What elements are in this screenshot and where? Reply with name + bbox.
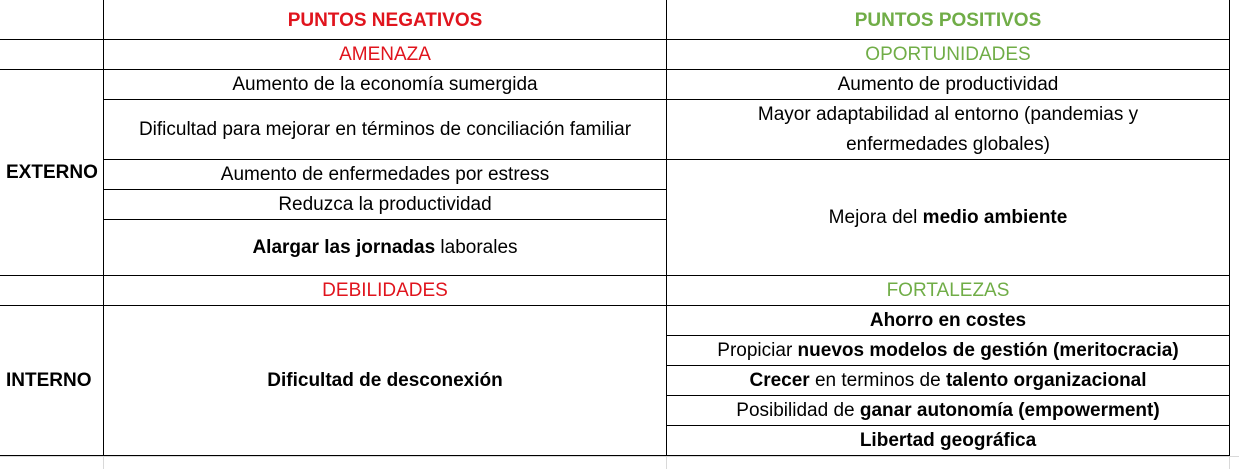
weakness-item: Dificultad de desconexión [267, 369, 503, 391]
strength-text: en terminos de [809, 369, 946, 391]
externo-label: EXTERNO [6, 161, 98, 183]
strength-bold-text: talento organizacional [945, 369, 1147, 391]
strengths-title: FORTALEZAS [886, 279, 1010, 301]
opportunity-text: Mejora del [828, 206, 923, 228]
opportunity-line: Mayor adaptabilidad al entorno (pandemias y [757, 103, 1139, 125]
grid-line [0, 456, 1239, 457]
border [0, 455, 1229, 456]
threat-item [104, 220, 666, 275]
threat-item: Aumento de enfermedades por estress [220, 163, 550, 185]
strength-bold-text: Crecer [749, 369, 810, 391]
strength-item [667, 396, 1229, 425]
opportunity-line: enfermedades globales) [846, 133, 1050, 155]
threat-item: Reduzca la productividad [278, 193, 492, 215]
border [1229, 0, 1230, 456]
strength-item: Libertad geográfica [859, 429, 1037, 451]
strength-item [667, 336, 1229, 365]
opportunity-item: Aumento de productividad [837, 73, 1059, 95]
opportunity-bold-text: medio ambiente [922, 206, 1068, 228]
opportunity-item [667, 100, 1229, 159]
strength-text: Posibilidad de [736, 399, 860, 421]
strength-item: Ahorro en costes [869, 309, 1027, 331]
threat-item: Aumento de la economía sumergida [232, 73, 538, 95]
header-negative: PUNTOS NEGATIVOS [287, 10, 483, 31]
threat-text: laborales [435, 236, 518, 258]
weaknesses-title: DEBILIDADES [322, 279, 448, 301]
threats-title: AMENAZA [339, 43, 431, 65]
strength-bold-text: ganar autonomía (empowerment) [859, 399, 1160, 421]
strength-item [667, 366, 1229, 395]
threat-item: Dificultad para mejorar en términos de conciliación familiar [138, 118, 632, 140]
opportunities-title: OPORTUNIDADES [865, 43, 1031, 65]
strength-text: Propiciar [717, 339, 798, 361]
strength-bold-text: nuevos modelos de gestión (meritocracia) [797, 339, 1179, 361]
interno-label: INTERNO [6, 369, 92, 391]
opportunity-item [667, 160, 1229, 275]
threat-bold-text: Alargar las jornadas [252, 236, 436, 258]
header-positive: PUNTOS POSITIVOS [854, 10, 1042, 31]
